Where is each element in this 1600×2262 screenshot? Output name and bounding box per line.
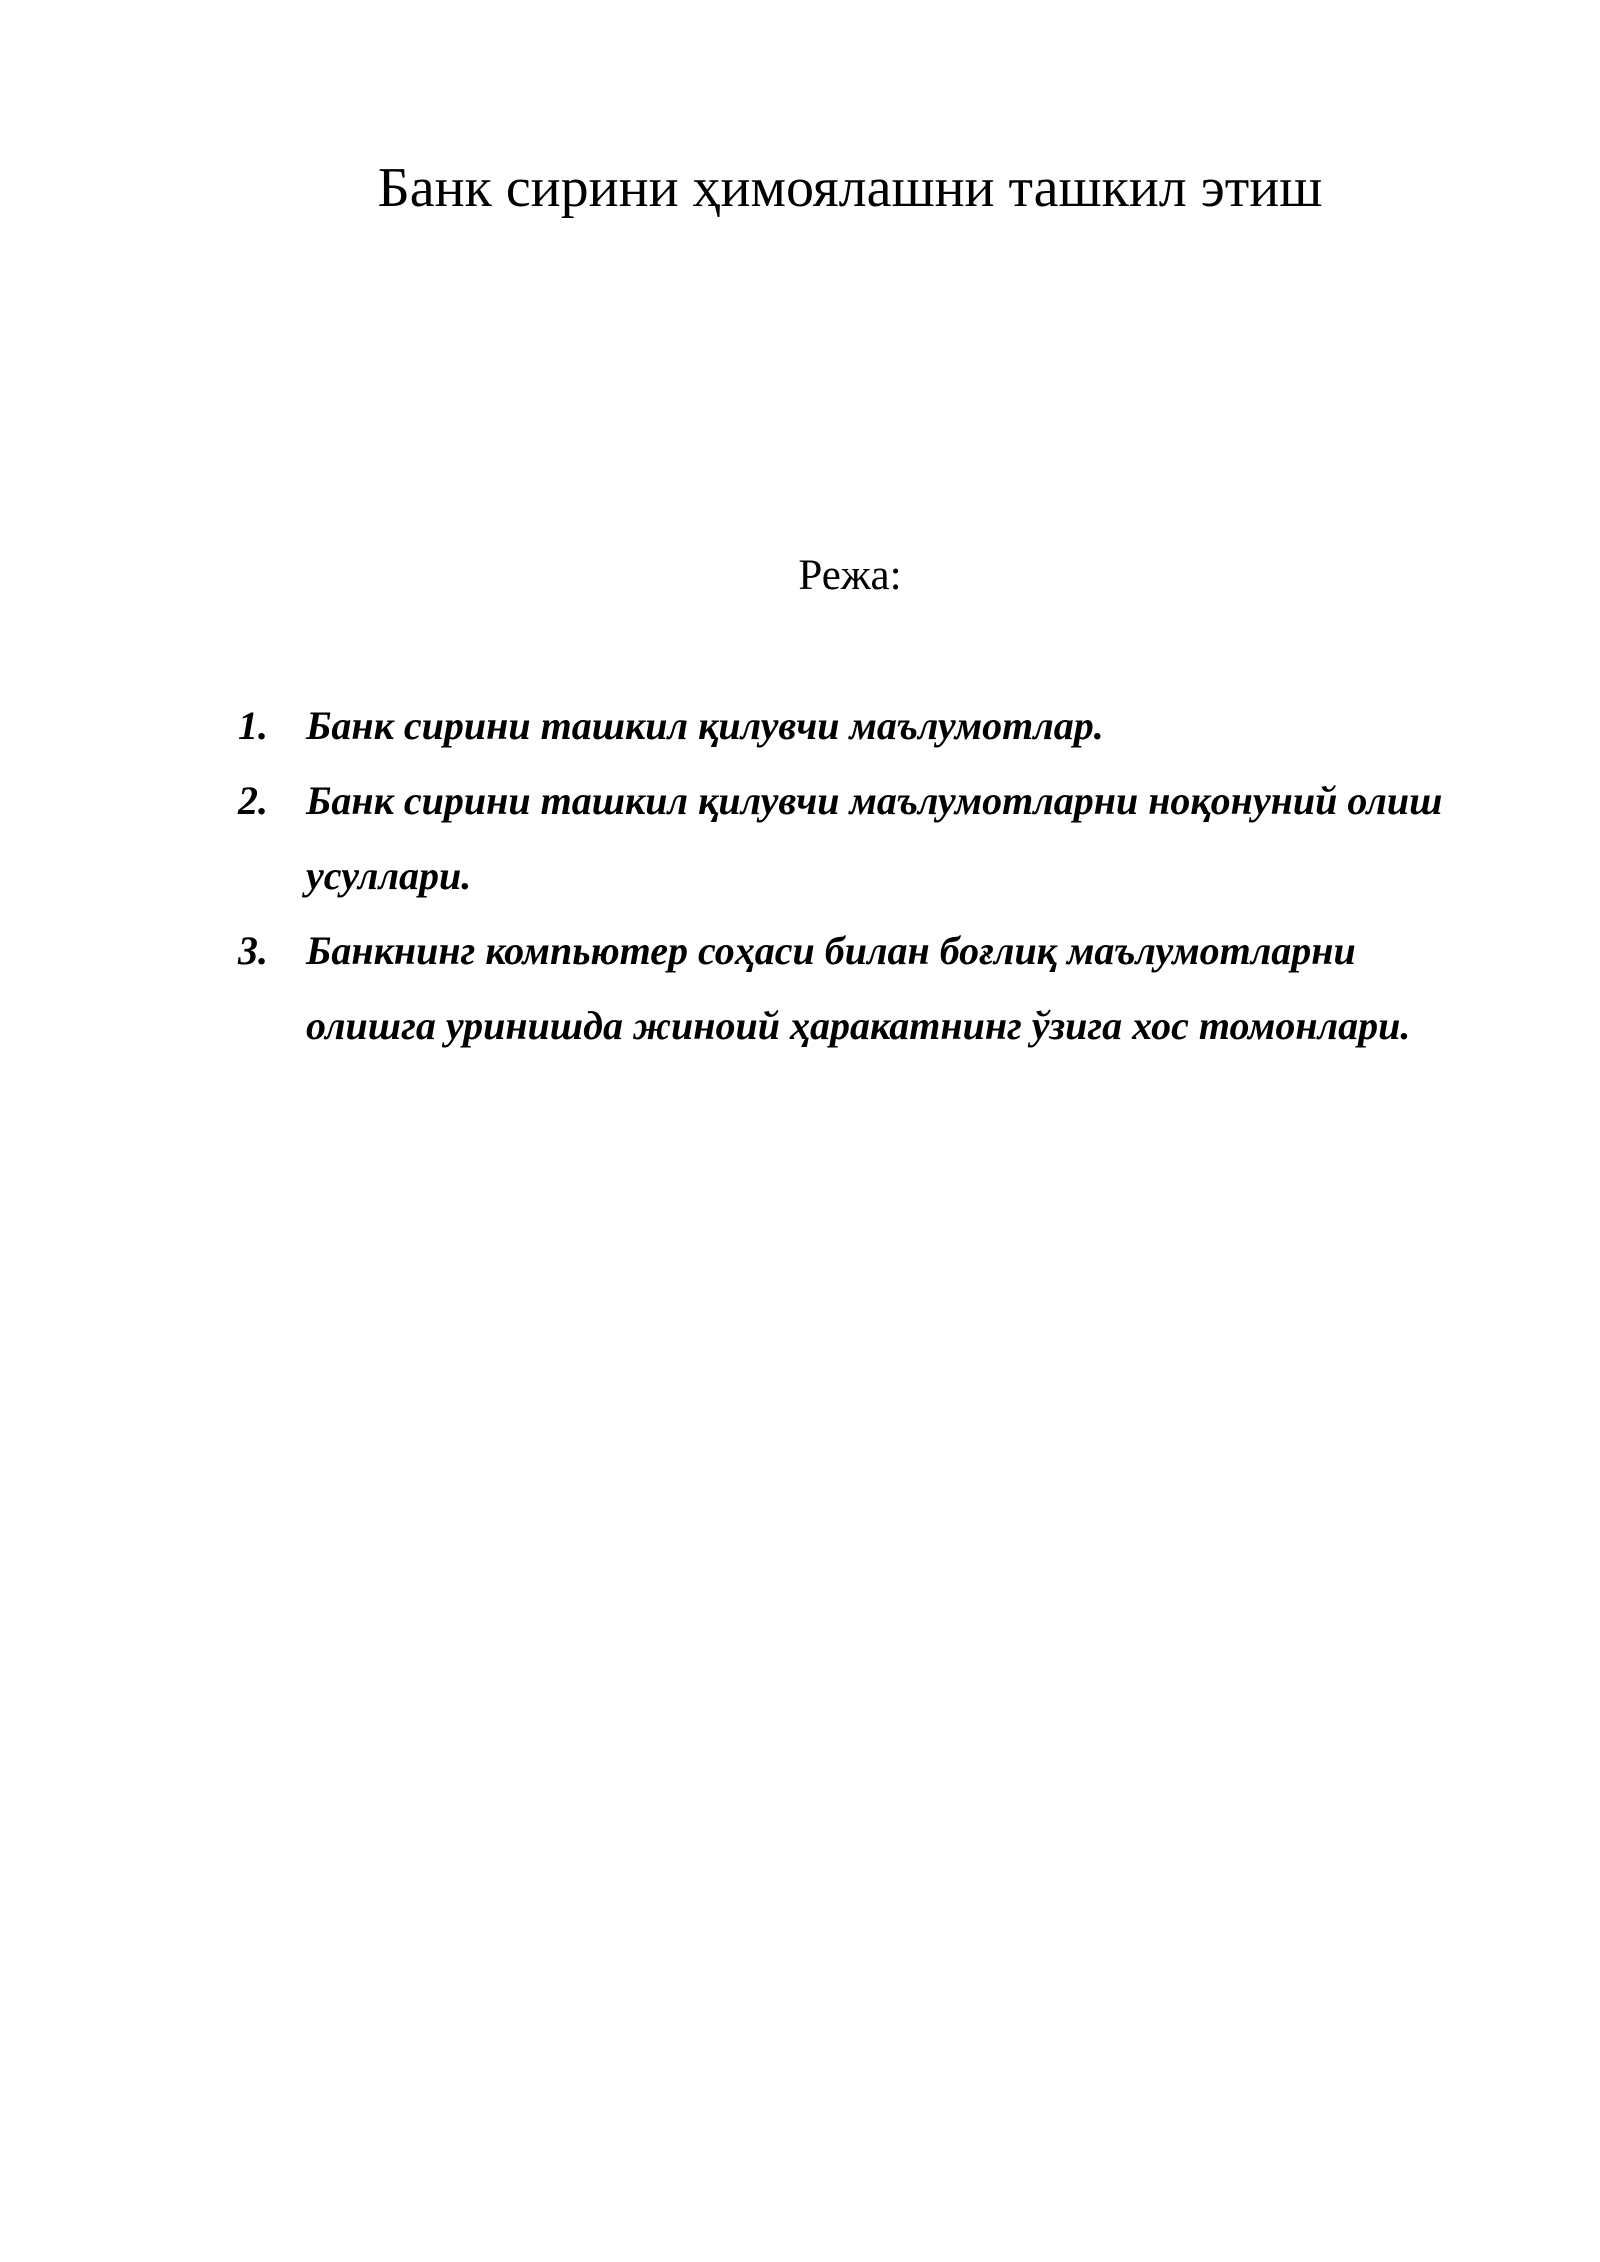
plan-item xyxy=(232,688,1462,763)
plan-item-text: Банкнинг компьютер соҳаси билан боғлиқ маълумотларни олишга уринишда жиноий ҳаракатнинг ўзига хос томонлари. xyxy=(306,928,1411,1048)
plan-heading: Режа: xyxy=(798,552,902,599)
plan-item-text: Банк сирини ташкил қилувчи маълумотларни ноқонуний олиш усуллари. xyxy=(306,778,1443,898)
plan-item-number: 3. xyxy=(238,928,268,973)
plan-item-number: 2. xyxy=(238,778,268,823)
document-title: Банк сирини ҳимоялашни ташкил этиш xyxy=(377,157,1323,219)
plan-item-number: 1. xyxy=(238,703,268,748)
plan-item xyxy=(232,763,1462,913)
plan-list xyxy=(232,688,1462,1063)
plan-item-text: Банк сирини ташкил қилувчи маълумотлар. xyxy=(306,703,1104,748)
plan-item xyxy=(232,913,1462,1063)
